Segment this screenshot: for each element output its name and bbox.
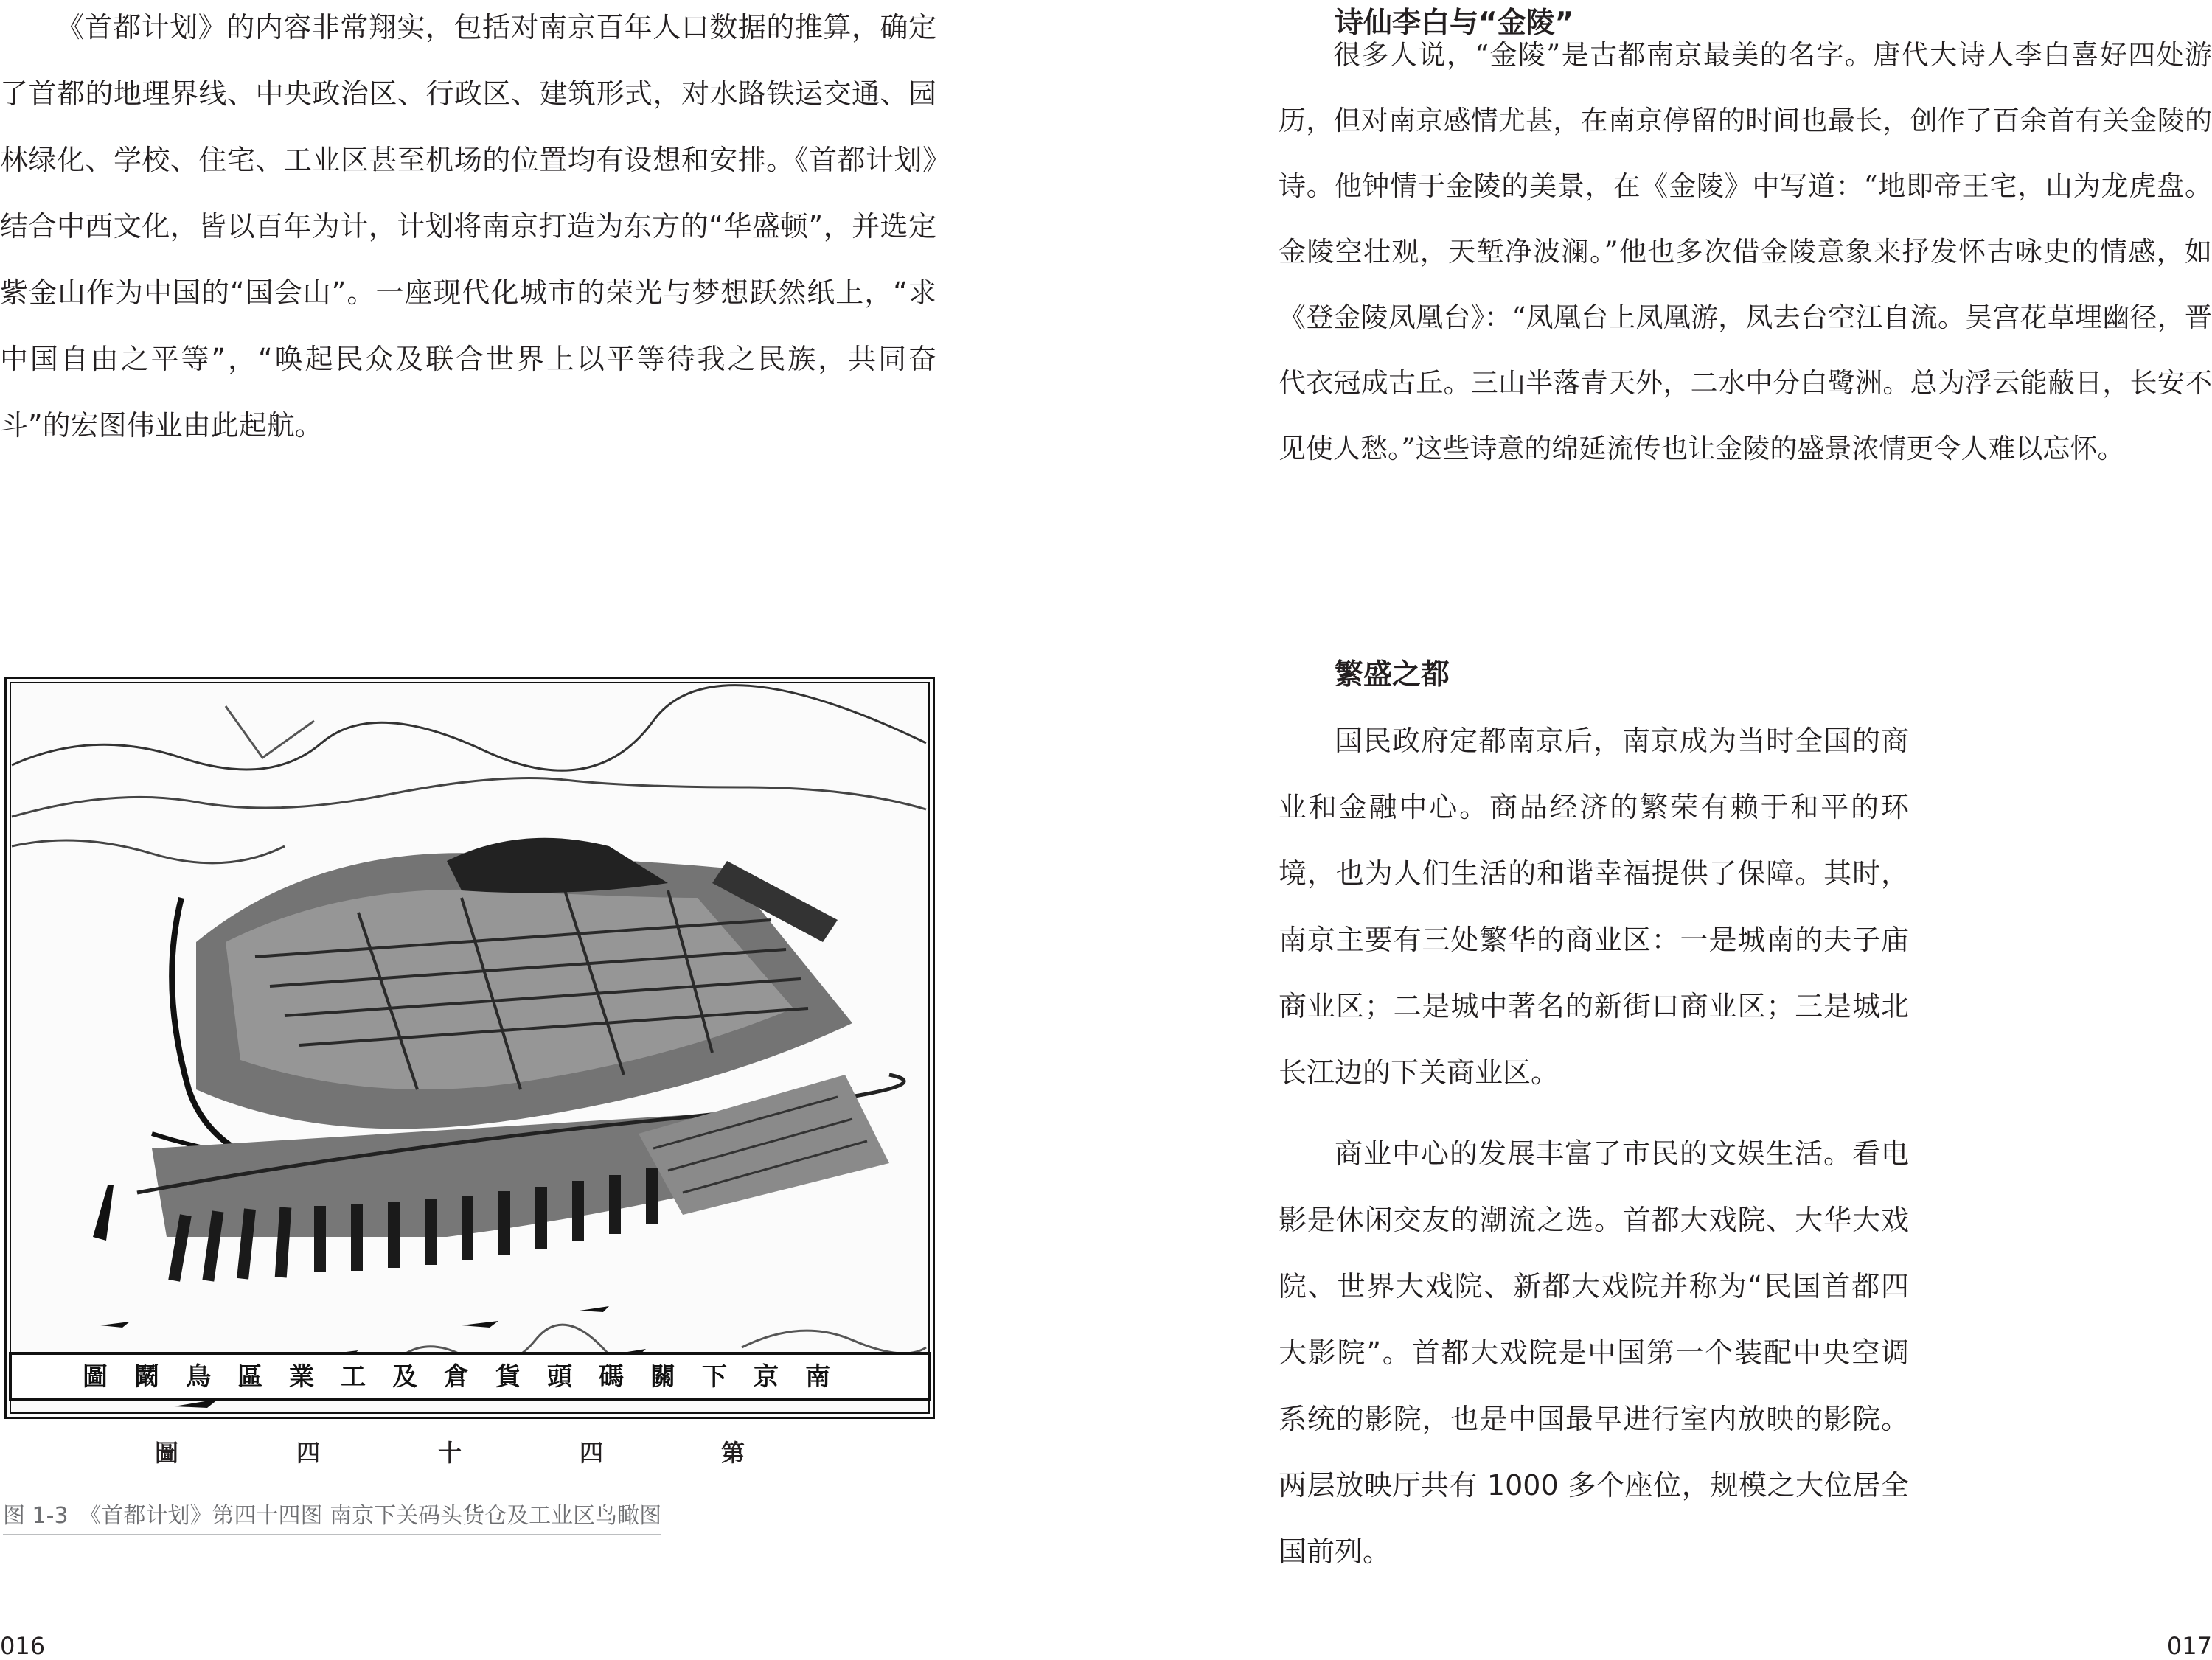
prosperous-paragraph: 国民政府定都南京后，南京成为当时全国的商业和金融中心。商品经济的繁荣有赖于和平的环境，也为人们生活的和谐幸福提供了保障。其时，南京主要有三处繁华的商业区：一是城南的夫子庙商业区；二是城中著名的新街口商业区；三是城北长江边的下关商业区。: [1279, 725, 1909, 1089]
right-page: [1106, 0, 2212, 1659]
left-body-text: [0, 0, 936, 458]
page-number-left: 016: [0, 1632, 46, 1660]
figure-number-char: 十: [437, 1439, 462, 1467]
birdseye-map-illustration: [4, 677, 935, 1419]
prosperous-section-body: [1279, 708, 1909, 1585]
section-title-prosperous: 繁盛之都: [1335, 658, 1450, 691]
prosperous-paragraph: 商业中心的发展丰富了市民的文娱生活。看电影是休闲交友的潮流之选。首都大戏院、大华大戏院、世界大戏院、新都大戏院并称为“民国首都四大影院”。首都大戏院是中国第一个装配中央空调系统的影院，也是中国最早进行室内放映的影院。两层放映厅共有 1000 多个座位，规模之大位居全国前列。: [1279, 1137, 1909, 1568]
figure-number-char: 四: [296, 1439, 320, 1467]
figure-number-char: 圖: [155, 1439, 179, 1467]
figure-number-char: 四: [579, 1439, 603, 1467]
birdseye-map-figure: [4, 677, 935, 1419]
map-banner-title: 圖鬫鳥區業工及倉貨頭碼關下京南: [83, 1362, 857, 1392]
figure-number-char: 第: [720, 1439, 745, 1467]
figure-caption: 图 1-3 《首都计划》第四十四图 南京下关码头货仓及工业区鸟瞰图: [3, 1497, 661, 1535]
figure-number-label: [155, 1434, 745, 1468]
page-number-right: 017: [2166, 1632, 2212, 1660]
left-page: [0, 0, 1106, 1659]
section-title-poet: 诗仙李白与“金陵”: [1335, 7, 1574, 40]
poet-paragraph: 很多人说，“金陵”是古都南京最美的名字。唐代大诗人李白喜好四处游历，但对南京感情尤甚，在南京停留的时间也最长，创作了百余首有关金陵的诗。他钟情于金陵的美景，在《金陵》中写道：“地即帝王宅，山为龙虎盘。金陵空壮观，天堑净波澜。”他也多次借金陵意象来抒发怀古咏史的情感，如《登金陵凤凰台》：“凤凰台上凤凰游，凤去台空江自流。吴宫花草埋幽径，晋代衣冠成古丘。三山半落青天外，二水中分白鹭洲。总为浮云能蔽日，长安不见使人愁。”这些诗意的绵延流传也让金陵的盛景浓情更令人难以忘怀。: [1279, 39, 2212, 464]
capital-plan-paragraph: 《首都计划》的内容非常翔实，包括对南京百年人口数据的推算，确定了首都的地理界线、中央政治区、行政区、建筑形式，对水路铁运交通、园林绿化、学校、住宅、工业区甚至机场的位置均有设想和安排。《首都计划》结合中西文化，皆以百年为计，计划将南京打造为东方的“华盛顿”，并选定紫金山作为中国的“国会山”。一座现代化城市的荣光与梦想跃然纸上，“求中国自由之平等”，“唤起民众及联合世界上以平等待我之民族，共同奋斗”的宏图伟业由此起航。: [0, 11, 936, 442]
poet-section-body: [1279, 22, 2212, 481]
